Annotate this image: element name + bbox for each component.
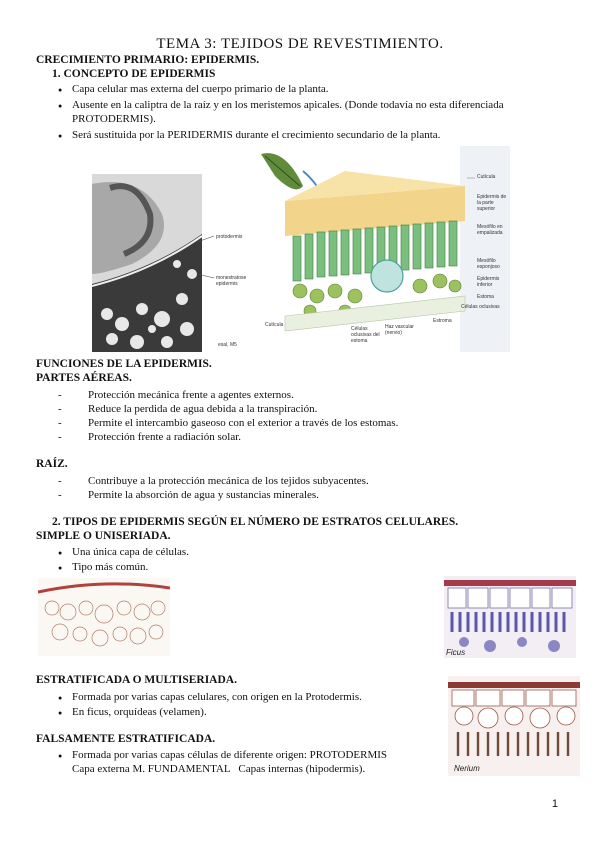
raiz-item-0: - Contribuye a la protección mecánica de los tejidos subyacentes. <box>58 474 369 489</box>
micrograph-ficus <box>444 576 576 658</box>
label-credit: esal, M5 <box>218 342 237 348</box>
page-title: TEMA 3: TEJIDOS DE REVESTIMIENTO. <box>156 36 444 52</box>
leaf-cross-section-illustration <box>255 146 510 352</box>
estratificada-item-0: ● Formada por varias capas celulares, con origen en la Protodermis. <box>58 690 362 705</box>
page-number: 1 <box>551 798 558 810</box>
aereas-item-2: - Permite el intercambio gaseoso con el exterior a través de los estomas. <box>58 416 398 431</box>
bullet-ausente: ● Ausente en la caliptra de la raíz y en los meristemos apicales. (Donde todavía no esta diferenciada <box>58 98 504 113</box>
heading-estratificada: ESTRATIFICADA O MULTISERIADA. <box>36 674 237 686</box>
micrograph-uniseriada <box>38 578 170 656</box>
leaf-label-1: Epidermis de la parte superior <box>477 194 507 212</box>
heading-partes-aereas: PARTES AÉREAS. <box>36 372 132 384</box>
micrograph-protodermis <box>92 174 262 352</box>
aereas-item-0: - Protección mecánica frente a agentes externos. <box>58 388 294 403</box>
micrograph-nerium <box>448 676 580 776</box>
falsamente-item-0: ● Formada por varias capas células de diferente origen: PROTODERMIS <box>58 748 387 763</box>
caption-nerium: Nerium <box>454 764 480 773</box>
leaf-label-0: Cutícula <box>477 174 496 180</box>
bullet-capa: ● Capa celular mas externa del cuerpo primario de la planta. <box>58 82 329 97</box>
leaf-label-3: Mesófilo esponjoso <box>477 258 500 270</box>
bullet-peridermis: ● Será sustituida por la PERIDERMIS durante el crecimiento secundario de la planta. <box>58 128 440 143</box>
subheading-concepto: 1. CONCEPTO DE EPIDERMIS <box>52 68 216 80</box>
simple-item-0: ● Una única capa de células. <box>58 545 189 560</box>
leaf-label-7: Cutícula <box>265 322 284 328</box>
bullet-ausente-cont: PROTODERMIS). <box>72 113 156 125</box>
leaf-label-2: Mesófilo en empalizada <box>477 224 503 236</box>
leaf-label-5: Estoma <box>477 294 494 300</box>
heading-tipos: 2. TIPOS DE EPIDERMIS SEGÚN EL NÚMERO DE ESTRATOS CELULARES. <box>52 516 459 528</box>
aereas-item-3: - Protección frente a radiación solar. <box>58 430 241 445</box>
label-protodermis: protodermis <box>216 234 243 240</box>
leaf-label-6: Células oclusivas <box>461 304 500 310</box>
falsamente-item-1: Capa externa M. FUNDAMENTAL Capas internas (hipodermis). <box>72 763 366 775</box>
estratificada-item-1: ● En ficus, orquídeas (velamen). <box>58 705 207 720</box>
label-epidermis-1: monestratose <box>216 275 247 281</box>
heading-raiz: RAÍZ. <box>36 458 68 470</box>
leaf-label-10: Células oclusivas del estoma <box>351 326 380 344</box>
simple-item-1: ● Tipo más común. <box>58 560 148 575</box>
aereas-item-1: - Reduce la perdida de agua debida a la transpiración. <box>58 402 317 417</box>
heading-simple: SIMPLE O UNISERIADA. <box>36 530 171 542</box>
leaf-label-4: Epidermis inferior <box>477 276 500 288</box>
leaf-label-8: Haz vascular (nervio) <box>385 324 414 336</box>
section-heading-crecimiento: CRECIMIENTO PRIMARIO: EPIDERMIS. <box>36 54 260 66</box>
heading-funciones: FUNCIONES DE LA EPIDERMIS. <box>36 358 212 370</box>
label-epidermis-2: epidermis <box>216 281 238 287</box>
caption-ficus: Ficus <box>446 648 466 657</box>
raiz-item-1: - Permite la absorción de agua y sustancias minerales. <box>58 488 319 503</box>
heading-falsamente: FALSAMENTE ESTRATIFICADA. <box>36 733 216 745</box>
leaf-label-9: Estroma <box>433 318 452 324</box>
